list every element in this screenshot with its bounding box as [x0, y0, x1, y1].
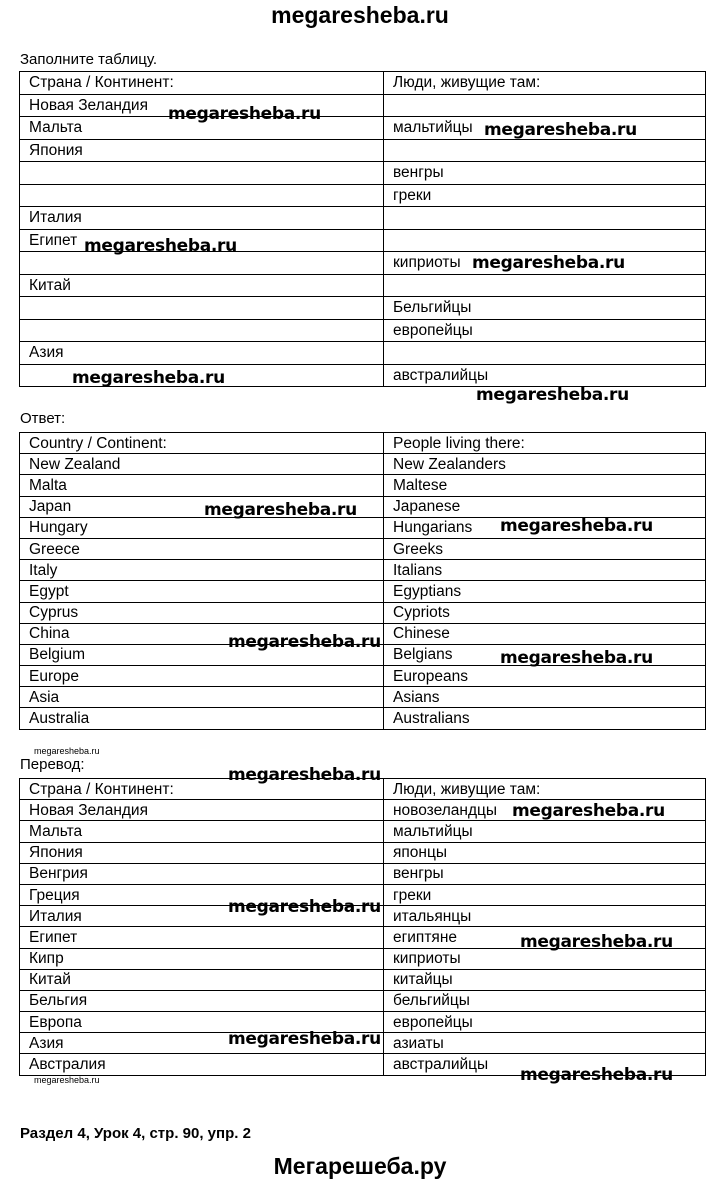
column-header-country: Страна / Континент: — [20, 779, 384, 800]
table-row — [20, 297, 706, 320]
watermark: megaresheba.ru — [228, 1029, 381, 1049]
cell-people: Maltese — [384, 475, 706, 496]
watermark: megaresheba.ru — [228, 765, 381, 785]
column-header-people: Люди, живущие там: — [384, 72, 706, 95]
table-row — [20, 538, 706, 559]
table-row — [20, 139, 706, 162]
column-header-people: Люди, живущие там: — [384, 779, 706, 800]
cell-people: мальтийцы — [384, 117, 706, 140]
cell-people — [384, 342, 706, 365]
cell-country: China — [20, 623, 384, 644]
cell-country: Malta — [20, 475, 384, 496]
watermark: megaresheba.ru — [228, 897, 381, 917]
cell-country — [20, 297, 384, 320]
table-row — [20, 708, 706, 729]
cell-country: Китай — [20, 274, 384, 297]
cell-country: New Zealand — [20, 454, 384, 475]
cell-country: Asia — [20, 687, 384, 708]
cell-country: Европа — [20, 1012, 384, 1033]
table-row — [20, 821, 706, 842]
cell-people: китайцы — [384, 969, 706, 990]
cell-country: Greece — [20, 538, 384, 559]
table-row — [20, 342, 706, 365]
cell-people: киприоты — [384, 252, 706, 275]
cell-people: Belgians — [384, 644, 706, 665]
cell-people: австралийцы — [384, 364, 706, 387]
cell-people — [384, 229, 706, 252]
cell-country: Италия — [20, 906, 384, 927]
cell-country: Китай — [20, 969, 384, 990]
cell-people: Chinese — [384, 623, 706, 644]
exercise-reference: Раздел 4, Урок 4, стр. 90, упр. 2 — [20, 1125, 251, 1142]
cell-people: итальянцы — [384, 906, 706, 927]
table-row — [20, 666, 706, 687]
table-row — [20, 842, 706, 863]
section3-label: Перевод: — [20, 756, 85, 773]
watermark: megaresheba.ru — [520, 1065, 673, 1085]
cell-people: японцы — [384, 842, 706, 863]
cell-country: Венгрия — [20, 863, 384, 884]
cell-country: Япония — [20, 842, 384, 863]
cell-country: Азия — [20, 342, 384, 365]
cell-country: Азия — [20, 1033, 384, 1054]
cell-people: австралийцы — [384, 1054, 706, 1075]
site-title: megaresheba.ru — [271, 2, 449, 28]
cell-country: Italy — [20, 560, 384, 581]
table-row — [20, 581, 706, 602]
cell-country — [20, 162, 384, 185]
table-row — [20, 274, 706, 297]
cell-country: Египет — [20, 229, 384, 252]
cell-people: европейцы — [384, 319, 706, 342]
cell-country: Греция — [20, 884, 384, 905]
cell-people — [384, 207, 706, 230]
section1-label: Заполните таблицу. — [20, 51, 158, 68]
table-row — [20, 496, 706, 517]
watermark: megaresheba.ru — [500, 516, 653, 536]
column-header-country: Country / Continent: — [20, 433, 384, 454]
cell-country — [20, 184, 384, 207]
cell-country: Австралия — [20, 1054, 384, 1075]
watermark: megaresheba.ru — [476, 385, 629, 405]
cell-country: Australia — [20, 708, 384, 729]
watermark-small: megaresheba.ru — [34, 1075, 100, 1085]
table-row — [20, 863, 706, 884]
cell-country: Бельгия — [20, 990, 384, 1011]
watermark: megaresheba.ru — [84, 236, 237, 256]
cell-people: киприоты — [384, 948, 706, 969]
watermark: megaresheba.ru — [168, 104, 321, 124]
watermark: megaresheba.ru — [520, 932, 673, 952]
watermark: megaresheba.ru — [228, 632, 381, 652]
cell-people: New Zealanders — [384, 454, 706, 475]
cell-country: Кипр — [20, 948, 384, 969]
table-header-row — [20, 433, 706, 454]
cell-people: мальтийцы — [384, 821, 706, 842]
table-row — [20, 687, 706, 708]
cell-country: Новая Зеландия — [20, 800, 384, 821]
column-header-country: Страна / Континент: — [20, 72, 384, 95]
column-header-people: People living there: — [384, 433, 706, 454]
cell-country: Cyprus — [20, 602, 384, 623]
watermark: megaresheba.ru — [512, 801, 665, 821]
table-row — [20, 969, 706, 990]
table-row — [20, 207, 706, 230]
watermark: megaresheba.ru — [72, 368, 225, 388]
cell-people: Hungarians — [384, 517, 706, 538]
cell-people: Asians — [384, 687, 706, 708]
cell-people: египтяне — [384, 927, 706, 948]
cell-people: Italians — [384, 560, 706, 581]
table-row — [20, 94, 706, 117]
table-row — [20, 990, 706, 1011]
cell-people: венгры — [384, 162, 706, 185]
cell-people — [384, 139, 706, 162]
table-row — [20, 184, 706, 207]
cell-people: азиаты — [384, 1033, 706, 1054]
cell-people: Japanese — [384, 496, 706, 517]
watermark: megaresheba.ru — [472, 253, 625, 273]
table-header-row — [20, 72, 706, 95]
cell-country: Мальта — [20, 821, 384, 842]
cell-people: Europeans — [384, 666, 706, 687]
cell-country — [20, 319, 384, 342]
cell-country: Egypt — [20, 581, 384, 602]
watermark: megaresheba.ru — [500, 648, 653, 668]
cell-people: греки — [384, 884, 706, 905]
cell-people: европейцы — [384, 1012, 706, 1033]
cell-people: Cypriots — [384, 602, 706, 623]
cell-country: Japan — [20, 496, 384, 517]
cell-country: Мальта — [20, 117, 384, 140]
watermark-small: megaresheba.ru — [34, 746, 100, 756]
cell-people: новозеландцы — [384, 800, 706, 821]
cell-people: Australians — [384, 708, 706, 729]
table-row — [20, 560, 706, 581]
section2-label: Ответ: — [20, 410, 66, 427]
section2-table — [19, 432, 706, 730]
cell-people — [384, 94, 706, 117]
cell-people: бельгийцы — [384, 990, 706, 1011]
watermark: megaresheba.ru — [204, 500, 357, 520]
section1-table — [19, 71, 706, 387]
cell-people: Egyptians — [384, 581, 706, 602]
table-row — [20, 602, 706, 623]
watermark: megaresheba.ru — [484, 120, 637, 140]
cell-people: греки — [384, 184, 706, 207]
cell-country: Япония — [20, 139, 384, 162]
cell-country: Новая Зеландия — [20, 94, 384, 117]
cell-country: Europe — [20, 666, 384, 687]
cell-country: Италия — [20, 207, 384, 230]
cell-country: Belgium — [20, 644, 384, 665]
cell-country: Египет — [20, 927, 384, 948]
cell-people: венгры — [384, 863, 706, 884]
footer-title: Мегарешеба.ру — [273, 1153, 447, 1179]
cell-country: Hungary — [20, 517, 384, 538]
table-row — [20, 475, 706, 496]
cell-people — [384, 274, 706, 297]
table-row — [20, 454, 706, 475]
cell-people: Бельгийцы — [384, 297, 706, 320]
table-row — [20, 162, 706, 185]
table-row — [20, 319, 706, 342]
cell-people: Greeks — [384, 538, 706, 559]
